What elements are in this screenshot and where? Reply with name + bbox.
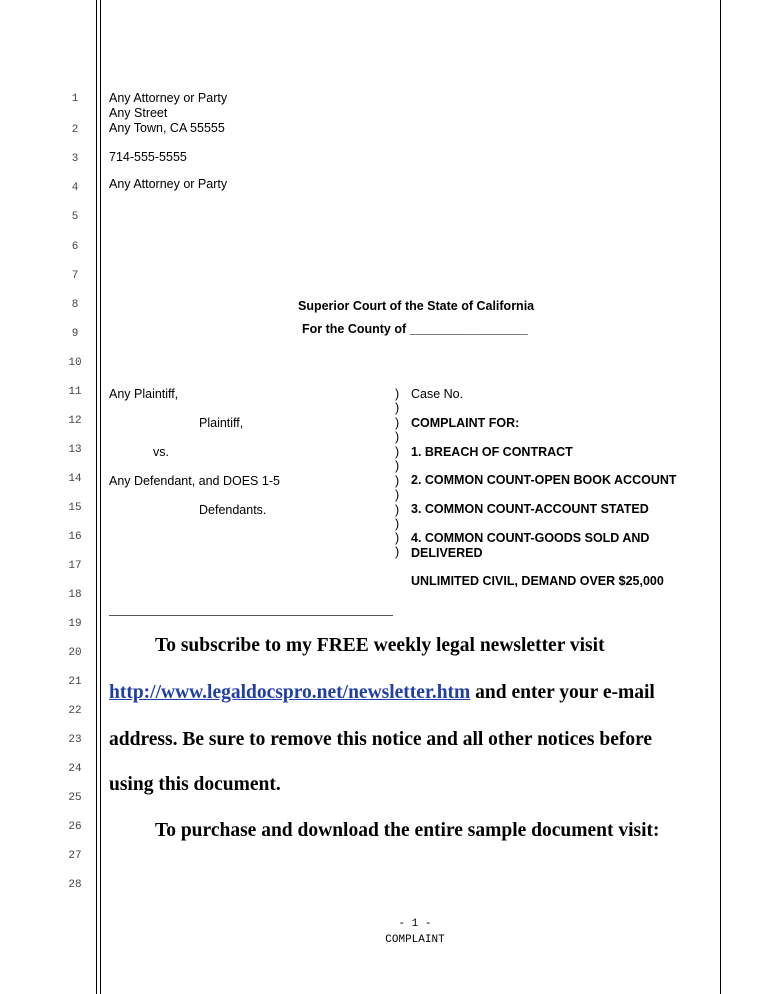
caption-paren: ) — [395, 445, 400, 459]
line-number: 20 — [68, 647, 82, 659]
plaintiff-role: Plaintiff, — [199, 416, 244, 430]
notice-line-4: using this document. — [109, 774, 281, 795]
caption-paren: ) — [395, 474, 400, 488]
line-number: 18 — [68, 589, 82, 601]
defendant-role: Defendants. — [199, 503, 267, 517]
caption-paren: ) — [395, 401, 400, 415]
document-title: COMPLAINT — [385, 934, 445, 946]
newsletter-link[interactable]: http://www.legaldocspro.net/newsletter.htm — [109, 682, 471, 703]
cause-of-action-continued: DELIVERED — [411, 546, 483, 560]
line-number: 2 — [71, 124, 79, 136]
versus: vs. — [153, 445, 169, 459]
jurisdiction-statement: UNLIMITED CIVIL, DEMAND OVER $25,000 — [411, 574, 664, 588]
caption-paren: ) — [395, 488, 400, 502]
caption-paren: ) — [395, 416, 400, 430]
caption-paren: ) — [395, 503, 400, 517]
court-name: Superior Court of the State of California — [298, 299, 535, 313]
line-number: 28 — [68, 879, 82, 891]
caption-rule — [109, 615, 393, 616]
case-number-label: Case No. — [411, 387, 464, 401]
notice-line-5: To purchase and download the entire sample document visit: — [155, 820, 660, 841]
margin-rule-left-inner — [100, 0, 101, 994]
line-number: 14 — [68, 473, 82, 485]
caption-paren: ) — [395, 531, 400, 545]
cause-of-action: 3. COMMON COUNT-ACCOUNT STATED — [411, 502, 649, 516]
notice-line-2-rest: and enter your e-mail — [470, 682, 655, 703]
line-number: 26 — [68, 821, 82, 833]
margin-rule-right — [720, 0, 721, 994]
page-number: - 1 - — [398, 918, 432, 930]
line-number: 11 — [68, 386, 82, 398]
notice-line-1: To subscribe to my FREE weekly legal newsletter visit — [155, 635, 605, 656]
plaintiff-name: Any Plaintiff, — [109, 387, 179, 401]
caption-paren: ) — [395, 430, 400, 444]
line-number: 6 — [71, 241, 79, 253]
line-number: 15 — [68, 502, 82, 514]
line-number: 24 — [68, 763, 82, 775]
line-number: 23 — [68, 734, 82, 746]
line-number: 8 — [71, 299, 79, 311]
court-county: For the County of _________________ — [302, 322, 528, 336]
caption-paren: ) — [395, 545, 400, 559]
line-number: 21 — [68, 676, 82, 688]
line-number: 5 — [71, 211, 79, 223]
attorney-name: Any Attorney or Party — [109, 91, 228, 105]
attorney-for: Any Attorney or Party — [109, 177, 228, 191]
attorney-phone: 714-555-5555 — [109, 150, 187, 164]
attorney-city: Any Town, CA 55555 — [109, 121, 225, 135]
line-number: 4 — [71, 182, 79, 194]
notice-line-3: address. Be sure to remove this notice and all other notices before — [109, 729, 653, 750]
line-number: 3 — [71, 153, 79, 165]
line-number: 25 — [68, 792, 82, 804]
line-number: 10 — [68, 357, 82, 369]
cause-of-action: 1. BREACH OF CONTRACT — [411, 445, 573, 459]
line-number: 17 — [68, 560, 82, 572]
line-number: 1 — [71, 93, 79, 105]
attorney-street: Any Street — [109, 106, 168, 120]
line-number: 12 — [68, 415, 82, 427]
line-number: 13 — [68, 444, 82, 456]
caption-paren: ) — [395, 517, 400, 531]
line-number: 16 — [68, 531, 82, 543]
notice-line-2 — [109, 682, 655, 704]
line-number: 9 — [71, 328, 79, 340]
caption-paren: ) — [395, 459, 400, 473]
defendant-name: Any Defendant, and DOES 1-5 — [109, 474, 280, 488]
margin-rule-left-outer — [96, 0, 97, 994]
cause-of-action: 2. COMMON COUNT-OPEN BOOK ACCOUNT — [411, 473, 677, 487]
line-number: 22 — [68, 705, 82, 717]
line-number: 7 — [71, 270, 79, 282]
caption-paren: ) — [395, 387, 400, 401]
complaint-for: COMPLAINT FOR: — [411, 416, 520, 430]
line-number: 27 — [68, 850, 82, 862]
line-number: 19 — [68, 618, 82, 630]
cause-of-action: 4. COMMON COUNT-GOODS SOLD AND — [411, 531, 650, 545]
